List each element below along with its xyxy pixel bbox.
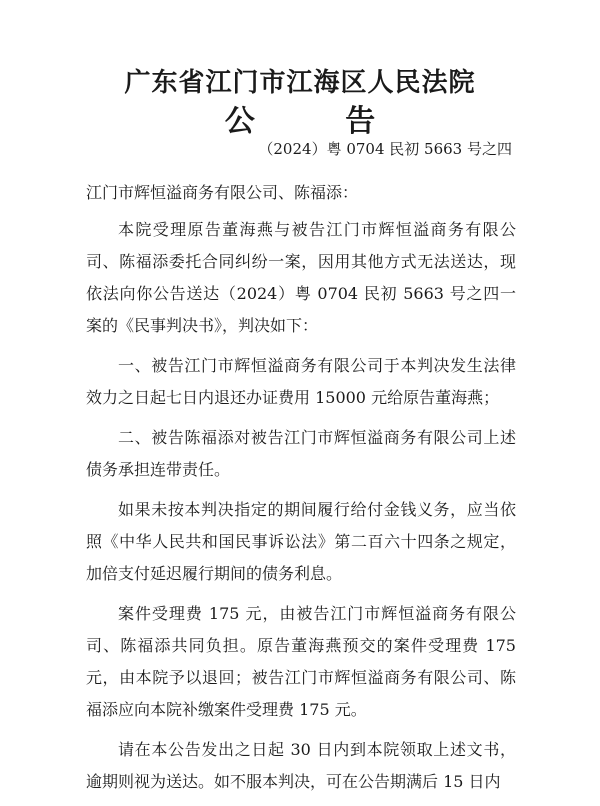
paragraph-judgment-2: 二、被告陈福添对被告江门市辉恒溢商务有限公司上述债务承担连带责任。	[86, 428, 516, 479]
paragraph-collection: 请在本公告发出之日起 30 日内到本院领取上述文书，逾期则视为送达。如不服本判决，可在公告期满后 15 日内	[86, 740, 516, 791]
case-number: （2024）粤 0704 民初 5663 号之四	[258, 140, 512, 158]
paragraph-interest: 如果未按本判决指定的期间履行给付金钱义务，应当依照《中华人民共和国民事诉讼法》第二百六十四条之规定，加倍支付延迟履行期间的债务利息。	[86, 500, 516, 583]
court-name: 广东省江门市江海区人民法院	[124, 68, 476, 98]
paragraph-intro: 本院受理原告董海燕与被告江门市辉恒溢商务有限公司、陈福添委托合同纠纷一案，因用其他方式无法送达，现依法向你公告送达（2024）粤 0704 民初 5663 号之四一案的《民事判决书》，判决如下：	[86, 220, 516, 335]
paragraph-fees: 案件受理费 175 元，由被告江门市辉恒溢商务有限公司、陈福添共同负担。原告董海燕预交的案件受理费 175 元，由本院予以退回；被告江门市辉恒溢商务有限公司、陈福添应向本院补缴案件受理费 175 元。	[86, 604, 516, 719]
notice-title: 公 告	[224, 104, 416, 139]
notice-body	[86, 214, 516, 806]
addressee: 江门市辉恒溢商务有限公司、陈福添：	[86, 183, 359, 202]
paragraph-judgment-1: 一、被告江门市辉恒溢商务有限公司于本判决发生法律效力之日起七日内退还办证费用 15000 元给原告董海燕；	[86, 356, 516, 407]
